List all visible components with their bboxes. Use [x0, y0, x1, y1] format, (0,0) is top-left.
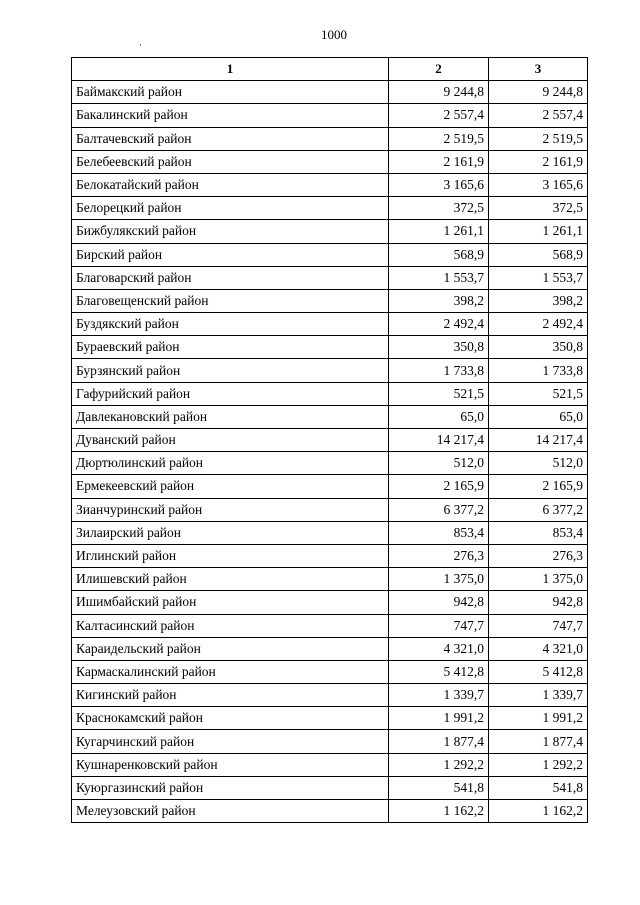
column-3-value-cell: 1 339,7 [489, 684, 588, 707]
district-name-cell: Гафурийский район [72, 382, 389, 405]
column-3-value-cell: 6 377,2 [489, 498, 588, 521]
column-3-value-cell: 1 162,2 [489, 800, 588, 823]
column-2-value-cell: 541,8 [389, 776, 489, 799]
district-name-cell: Кушнаренковский район [72, 753, 389, 776]
table-row [72, 637, 588, 660]
column-2-value-cell: 1 553,7 [389, 266, 489, 289]
column-3-value-cell: 512,0 [489, 452, 588, 475]
table-row [72, 498, 588, 521]
column-header-2: 2 [389, 58, 489, 81]
column-3-value-cell: 276,3 [489, 544, 588, 567]
district-name-cell: Кармаскалинский район [72, 660, 389, 683]
column-2-value-cell: 747,7 [389, 614, 489, 637]
district-name-cell: Бурзянский район [72, 359, 389, 382]
district-name-cell: Зианчуринский район [72, 498, 389, 521]
column-2-value-cell: 4 321,0 [389, 637, 489, 660]
column-header-3: 3 [489, 58, 588, 81]
district-name-cell: Белебеевский район [72, 150, 389, 173]
table-row [72, 614, 588, 637]
column-3-value-cell: 2 165,9 [489, 475, 588, 498]
district-name-cell: Дюртюлинский район [72, 452, 389, 475]
table-row [72, 127, 588, 150]
table-row [72, 382, 588, 405]
column-2-value-cell: 14 217,4 [389, 429, 489, 452]
column-2-value-cell: 942,8 [389, 591, 489, 614]
column-3-value-cell: 568,9 [489, 243, 588, 266]
table-row [72, 753, 588, 776]
table-row [72, 429, 588, 452]
district-name-cell: Иглинский район [72, 544, 389, 567]
column-3-value-cell: 1 375,0 [489, 568, 588, 591]
district-name-cell: Кигинский район [72, 684, 389, 707]
table-row [72, 336, 588, 359]
column-3-value-cell: 4 321,0 [489, 637, 588, 660]
table-row [72, 544, 588, 567]
column-3-value-cell: 1 991,2 [489, 707, 588, 730]
table-row [72, 475, 588, 498]
table-row [72, 684, 588, 707]
column-2-value-cell: 372,5 [389, 197, 489, 220]
table-row [72, 660, 588, 683]
column-3-value-cell: 350,8 [489, 336, 588, 359]
column-2-value-cell: 5 412,8 [389, 660, 489, 683]
table-row [72, 313, 588, 336]
district-name-cell: Илишевский район [72, 568, 389, 591]
table-row [72, 568, 588, 591]
column-2-value-cell: 1 162,2 [389, 800, 489, 823]
table-row [72, 104, 588, 127]
district-name-cell: Зилаирский район [72, 521, 389, 544]
column-3-value-cell: 1 292,2 [489, 753, 588, 776]
district-name-cell: Калтасинский район [72, 614, 389, 637]
column-2-value-cell: 521,5 [389, 382, 489, 405]
table-row [72, 591, 588, 614]
header-row [72, 58, 588, 81]
table-row [72, 405, 588, 428]
district-name-cell: Бижбулякский район [72, 220, 389, 243]
column-2-value-cell: 65,0 [389, 405, 489, 428]
district-name-cell: Ермекеевский район [72, 475, 389, 498]
table-body [72, 81, 588, 823]
table-row [72, 197, 588, 220]
column-2-value-cell: 6 377,2 [389, 498, 489, 521]
column-3-value-cell: 1 733,8 [489, 359, 588, 382]
table-row [72, 776, 588, 799]
column-2-value-cell: 1 991,2 [389, 707, 489, 730]
column-3-value-cell: 853,4 [489, 521, 588, 544]
district-name-cell: Буздякский район [72, 313, 389, 336]
column-2-value-cell: 1 261,1 [389, 220, 489, 243]
column-2-value-cell: 512,0 [389, 452, 489, 475]
table-row [72, 173, 588, 196]
table-row [72, 81, 588, 104]
table-row [72, 359, 588, 382]
column-3-value-cell: 541,8 [489, 776, 588, 799]
column-3-value-cell: 2 519,5 [489, 127, 588, 150]
page-number: 1000 [321, 27, 347, 42]
scan-speck [140, 44, 141, 46]
table-row [72, 800, 588, 823]
table-row [72, 289, 588, 312]
column-3-value-cell: 2 492,4 [489, 313, 588, 336]
column-3-value-cell: 9 244,8 [489, 81, 588, 104]
column-3-value-cell: 65,0 [489, 405, 588, 428]
district-name-cell: Бирский район [72, 243, 389, 266]
district-name-cell: Белорецкий район [72, 197, 389, 220]
column-3-value-cell: 3 165,6 [489, 173, 588, 196]
district-name-cell: Дуванский район [72, 429, 389, 452]
column-3-value-cell: 14 217,4 [489, 429, 588, 452]
district-name-cell: Давлекановский район [72, 405, 389, 428]
column-3-value-cell: 5 412,8 [489, 660, 588, 683]
district-name-cell: Ишимбайский район [72, 591, 389, 614]
column-3-value-cell: 398,2 [489, 289, 588, 312]
district-name-cell: Мелеузовский район [72, 800, 389, 823]
district-name-cell: Баймакский район [72, 81, 389, 104]
table-row [72, 730, 588, 753]
column-3-value-cell: 1 877,4 [489, 730, 588, 753]
table-row [72, 707, 588, 730]
column-2-value-cell: 2 557,4 [389, 104, 489, 127]
district-name-cell: Благоварский район [72, 266, 389, 289]
column-2-value-cell: 1 375,0 [389, 568, 489, 591]
district-name-cell: Благовещенский район [72, 289, 389, 312]
district-name-cell: Бакалинский район [72, 104, 389, 127]
district-name-cell: Кугарчинский район [72, 730, 389, 753]
column-3-value-cell: 2 161,9 [489, 150, 588, 173]
column-2-value-cell: 9 244,8 [389, 81, 489, 104]
column-2-value-cell: 2 519,5 [389, 127, 489, 150]
table-row [72, 266, 588, 289]
column-2-value-cell: 2 492,4 [389, 313, 489, 336]
column-2-value-cell: 1 339,7 [389, 684, 489, 707]
district-name-cell: Караидельский район [72, 637, 389, 660]
column-3-value-cell: 1 261,1 [489, 220, 588, 243]
column-3-value-cell: 1 553,7 [489, 266, 588, 289]
column-2-value-cell: 398,2 [389, 289, 489, 312]
column-3-value-cell: 2 557,4 [489, 104, 588, 127]
table-row [72, 243, 588, 266]
table-row [72, 452, 588, 475]
column-3-value-cell: 372,5 [489, 197, 588, 220]
column-2-value-cell: 853,4 [389, 521, 489, 544]
table-row [72, 521, 588, 544]
column-2-value-cell: 568,9 [389, 243, 489, 266]
column-2-value-cell: 1 877,4 [389, 730, 489, 753]
column-2-value-cell: 2 161,9 [389, 150, 489, 173]
table-header [72, 58, 588, 81]
district-name-cell: Балтачевский район [72, 127, 389, 150]
table-row [72, 220, 588, 243]
column-3-value-cell: 747,7 [489, 614, 588, 637]
column-3-value-cell: 942,8 [489, 591, 588, 614]
column-3-value-cell: 521,5 [489, 382, 588, 405]
budget-table [71, 57, 588, 823]
district-name-cell: Краснокамский район [72, 707, 389, 730]
column-2-value-cell: 2 165,9 [389, 475, 489, 498]
table-row [72, 150, 588, 173]
district-name-cell: Бураевский район [72, 336, 389, 359]
district-name-cell: Куюргазинский район [72, 776, 389, 799]
column-2-value-cell: 3 165,6 [389, 173, 489, 196]
column-header-1: 1 [72, 58, 389, 81]
column-2-value-cell: 276,3 [389, 544, 489, 567]
district-name-cell: Белокатайский район [72, 173, 389, 196]
column-2-value-cell: 1 733,8 [389, 359, 489, 382]
column-2-value-cell: 1 292,2 [389, 753, 489, 776]
column-2-value-cell: 350,8 [389, 336, 489, 359]
